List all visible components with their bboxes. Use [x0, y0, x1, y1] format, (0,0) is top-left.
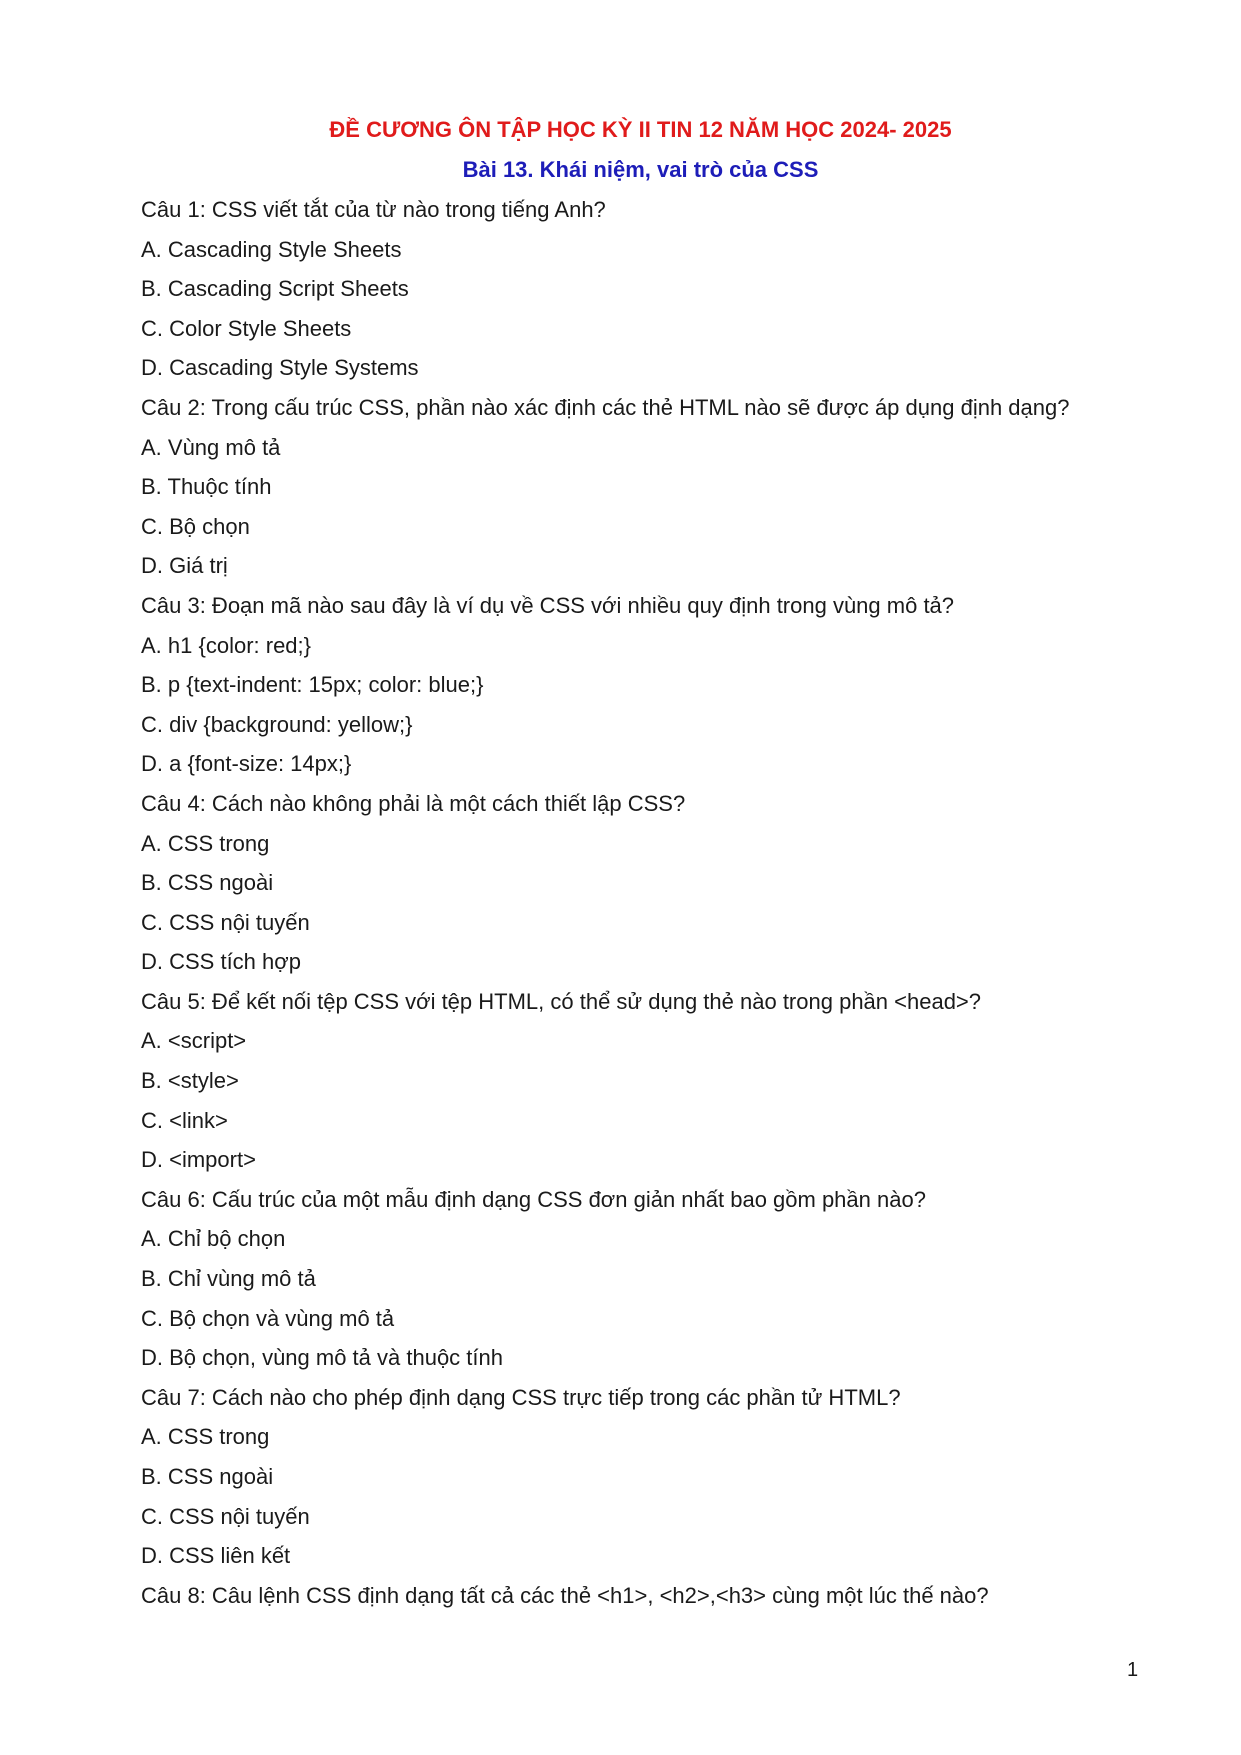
answer-option: A. CSS trong — [141, 830, 270, 856]
question-list — [141, 196, 1181, 1621]
answer-option: B. Thuộc tính — [141, 474, 272, 500]
answer-option: A. CSS trong — [141, 1424, 270, 1450]
answer-option: B. CSS ngoài — [141, 870, 274, 896]
answer-option: C. <link> — [141, 1107, 228, 1133]
document-title: ĐỀ CƯƠNG ÔN TẬP HỌC KỲ II TIN 12 NĂM HỌC 2024- 2025 — [329, 117, 952, 142]
question-text: Câu 2: Trong cấu trúc CSS, phần nào xác định các thẻ HTML nào sẽ được áp dụng định dạng? — [141, 394, 1070, 420]
answer-option: B. Cascading Script Sheets — [141, 276, 409, 302]
answer-option: D. CSS tích hợp — [141, 949, 301, 975]
answer-option: B. <style> — [141, 1068, 239, 1094]
answer-option: A. Chỉ bộ chọn — [141, 1226, 286, 1252]
answer-option: C. Color Style Sheets — [141, 315, 352, 341]
answer-option: C. div {background: yellow;} — [141, 711, 413, 737]
question-text: Câu 3: Đoạn mã nào sau đây là ví dụ về CSS với nhiều quy định trong vùng mô tả? — [141, 592, 955, 618]
answer-option: A. Vùng mô tả — [141, 434, 281, 460]
answer-option: A. <script> — [141, 1028, 247, 1054]
question-text: Câu 6: Cấu trúc của một mẫu định dạng CSS đơn giản nhất bao gồm phần nào? — [141, 1186, 926, 1212]
answer-option: D. a {font-size: 14px;} — [141, 751, 352, 777]
answer-option: A. Cascading Style Sheets — [141, 236, 402, 262]
question-text: Câu 7: Cách nào cho phép định dạng CSS trực tiếp trong các phần tử HTML? — [141, 1384, 901, 1410]
answer-option: D. Cascading Style Systems — [141, 355, 419, 381]
question-text: Câu 5: Để kết nối tệp CSS với tệp HTML, có thể sử dụng thẻ nào trong phần <head>? — [141, 988, 982, 1014]
answer-option: B. p {text-indent: 15px; color: blue;} — [141, 672, 484, 698]
answer-option: D. Giá trị — [141, 553, 228, 579]
answer-option: C. Bộ chọn và vùng mô tả — [141, 1305, 395, 1331]
answer-option: A. h1 {color: red;} — [141, 632, 311, 658]
answer-option: B. Chỉ vùng mô tả — [141, 1266, 316, 1292]
answer-option: B. CSS ngoài — [141, 1464, 274, 1489]
answer-option: C. CSS nội tuyến — [141, 1503, 310, 1529]
lesson-subtitle: Bài 13. Khái niệm, vai trò của CSS — [462, 157, 819, 182]
page-number: 1 — [1127, 1659, 1139, 1681]
answer-option: D. CSS liên kết — [141, 1543, 291, 1569]
answer-option: C. CSS nội tuyến — [141, 909, 310, 935]
question-text: Câu 1: CSS viết tắt của từ nào trong tiếng Anh? — [141, 197, 606, 222]
answer-option: C. Bộ chọn — [141, 513, 250, 539]
question-text: Câu 8: Câu lệnh CSS định dạng tất cả các thẻ <h1>, <h2>,<h3> cùng một lúc thế nào? — [141, 1582, 989, 1608]
question-text: Câu 4: Cách nào không phải là một cách thiết lập CSS? — [141, 790, 686, 816]
answer-option: D. Bộ chọn, vùng mô tả và thuộc tính — [141, 1345, 503, 1371]
answer-option: D. <import> — [141, 1147, 256, 1173]
